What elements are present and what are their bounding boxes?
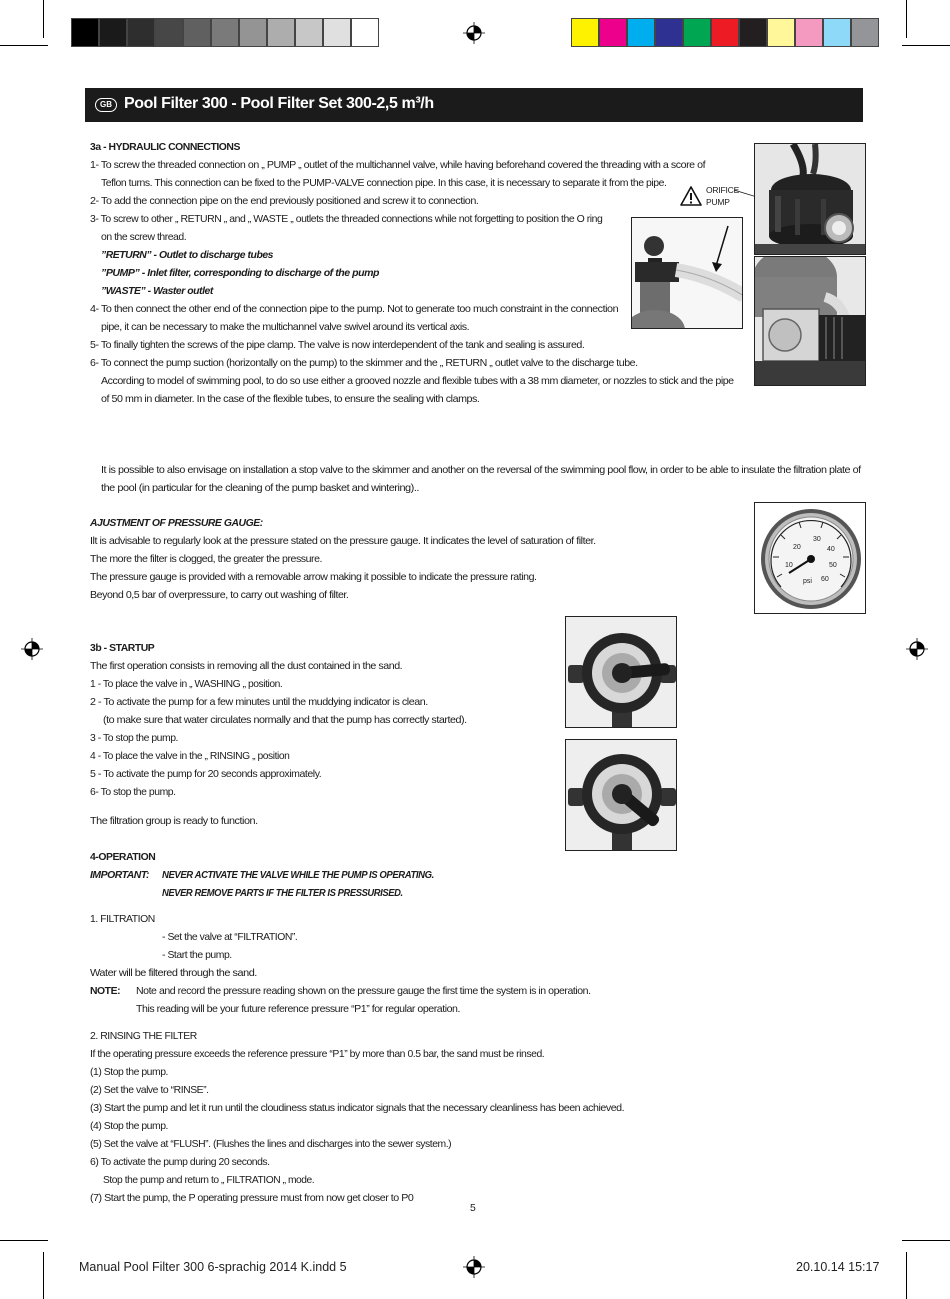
color-swatch — [99, 18, 127, 47]
color-swatch — [599, 18, 627, 47]
gauge-tick-label: 40 — [827, 546, 835, 553]
rinse-step: Stop the pump and return to „ FILTRATION „ mode. — [103, 1175, 315, 1186]
filtration-step: - Start the pump. — [162, 950, 232, 961]
filtration-title: 1. FILTRATION — [90, 914, 155, 925]
paragraph-line: Ilt is advisable to regularly look at the pressure stated on the pressure gauge. It indicates the level of saturation of filter. — [90, 536, 596, 547]
gauge-tick-label: 10 — [785, 562, 793, 569]
paragraph-line: the pool (in particular for the cleaning of the pump basket and wintering).. — [101, 483, 419, 494]
page-header — [85, 88, 863, 122]
page-number: 5 — [470, 1203, 476, 1214]
paragraph-line: 3 - To stop the pump. — [90, 733, 178, 744]
color-swatch — [71, 18, 99, 47]
color-swatch — [823, 18, 851, 47]
color-swatch — [295, 18, 323, 47]
rinse-step: (2) Set the valve to “RINSE”. — [90, 1085, 209, 1096]
important-warning: NEVER REMOVE PARTS IF THE FILTER IS PRESSURISED. — [162, 888, 403, 899]
paragraph-line: According to model of swimming pool, to do so use either a grooved nozzle and flexible tubes with a 38 mm diameter, or nozzles to stick and the pipe — [101, 376, 734, 387]
crop-mark — [902, 1240, 950, 1241]
section-3b-title: 3b - STARTUP — [90, 643, 155, 654]
rinsing-title: 2. RINSING THE FILTER — [90, 1031, 197, 1042]
color-swatch — [767, 18, 795, 47]
paragraph-line: Beyond 0,5 bar of overpressure, to carry out washing of filter. — [90, 590, 349, 601]
section-3a-title: 3a - HYDRAULIC CONNECTIONS — [90, 142, 240, 153]
gauge-section-title: AJUSTMENT OF PRESSURE GAUGE: — [90, 518, 263, 529]
warning-icon — [680, 186, 702, 206]
registration-mark-icon — [906, 638, 928, 660]
note-label: NOTE: — [90, 986, 121, 997]
registration-mark-icon — [21, 638, 43, 660]
rinse-step: 6) To activate the pump during 20 seconds. — [90, 1157, 270, 1168]
orifice-label: ORIFICE — [706, 185, 740, 195]
footer-filename: Manual Pool Filter 300 6-sprachig 2014 K.indd 5 — [79, 1260, 347, 1274]
paragraph-line: 6- To connect the pump suction (horizontally on the pump) to the skimmer and the „ RETURN „ outlet valve to the discharge tube. — [90, 358, 638, 369]
gauge-tick-label: 60 — [821, 576, 829, 583]
rinse-step: (4) Stop the pump. — [90, 1121, 168, 1132]
paragraph-line: (to make sure that water circulates normally and that the pump has correctly started). — [103, 715, 467, 726]
valve-washing-photo — [565, 616, 677, 728]
paragraph-line: 4- To then connect the other end of the connection pipe to the pump. Not to generate too much constraint in the connection — [90, 304, 619, 315]
paragraph-line: 1- To screw the threaded connection on „ PUMP „ outlet of the multichannel valve, while having beforehand covered the threading with a score of — [90, 160, 706, 171]
paragraph-line: 4 - To place the valve in the „ RINSING „ position — [90, 751, 290, 762]
gauge-tick-label: 30 — [813, 536, 821, 543]
paragraph-line: 5- To finally tighten the screws of the pipe clamp. The valve is now interdependent of the tank and sealing is assured. — [90, 340, 585, 351]
color-swatch — [655, 18, 683, 47]
page-title: Pool Filter 300 - Pool Filter Set 300-2,5 m³/h — [124, 95, 434, 112]
gauge-tick-label: 20 — [793, 544, 801, 551]
rinse-step: (5) Set the valve at “FLUSH”. (Flushes the lines and discharges into the sewer system.) — [90, 1139, 452, 1150]
pump-label: PUMP — [706, 197, 730, 207]
rinse-step: (1) Stop the pump. — [90, 1067, 168, 1078]
pressure-gauge-photo — [754, 502, 866, 614]
paragraph-line: The pressure gauge is provided with a removable arrow making it possible to indicate the pressure rating. — [90, 572, 537, 583]
paragraph-line: 5 - To activate the pump for 20 seconds approximately. — [90, 769, 322, 780]
gauge-tick-label: 50 — [829, 562, 837, 569]
crop-mark — [43, 1252, 44, 1299]
color-swatch — [795, 18, 823, 47]
multiport-valve-photo — [754, 143, 866, 255]
gauge-unit-label: psi — [803, 578, 812, 585]
paragraph-line: The more the filter is clogged, the greater the pressure. — [90, 554, 323, 565]
color-swatch — [571, 18, 599, 47]
rinse-step: (3) Start the pump and let it run until the cloudiness status indicator signals that the necessary cleanliness has been achieved. — [90, 1103, 625, 1114]
crop-mark — [906, 0, 907, 38]
color-swatch — [155, 18, 183, 47]
pump-photo — [754, 256, 866, 386]
paragraph-line: of 50 mm in diameter. In the case of the flexible tubes, to ensure the sealing with clamps. — [101, 394, 480, 405]
note-line: This reading will be your future reference pressure “P1” for regular operation. — [136, 1004, 460, 1015]
paragraph-line: 2- To add the connection pipe on the end previously positioned and screw it to connection. — [90, 196, 479, 207]
valve-rinsing-photo — [565, 739, 677, 851]
footer-timestamp: 20.10.14 15:17 — [796, 1260, 880, 1274]
paragraph-line: 1 - To place the valve in „ WASHING „ position. — [90, 679, 283, 690]
paragraph-line: 3- To screw to other „ RETURN „ and „ WASTE „ outlets the threaded connections while not forgetting to position the O ring — [90, 214, 603, 225]
filtration-step: - Set the valve at “FILTRATION”. — [162, 932, 298, 943]
color-swatch — [351, 18, 379, 47]
important-label: IMPORTANT: — [90, 870, 149, 881]
color-swatch — [627, 18, 655, 47]
paragraph-line: If the operating pressure exceeds the reference pressure “P1” by more than 0.5 bar, the sand must be rinsed. — [90, 1049, 545, 1060]
language-badge: GB — [95, 98, 117, 112]
color-swatch — [323, 18, 351, 47]
outlet-definition: ”WASTE” - Waster outlet — [101, 286, 213, 297]
paragraph-line: The first operation consists in removing all the dust contained in the sand. — [90, 661, 403, 672]
paragraph-line: on the screw thread. — [101, 232, 187, 243]
note-line: Note and record the pressure reading shown on the pressure gauge the first time the system is in operation. — [136, 986, 591, 997]
paragraph-line: The filtration group is ready to function. — [90, 816, 258, 827]
paragraph-line: It is possible to also envisage on installation a stop valve to the skimmer and another on the reversal of the swimming pool flow, in order to be able to insulate the filtration plate of — [101, 465, 861, 476]
crop-mark — [902, 45, 950, 46]
color-swatch — [183, 18, 211, 47]
registration-mark-icon — [463, 22, 485, 44]
color-swatch — [211, 18, 239, 47]
crop-mark — [0, 45, 48, 46]
color-swatch — [711, 18, 739, 47]
paragraph-line: 6- To stop the pump. — [90, 787, 176, 798]
paragraph-line: Teflon turns. This connection can be fixed to the PUMP-VALVE connection pipe. In this case, it is necessary to separate it from the pipe. — [101, 178, 667, 189]
crop-mark — [0, 1240, 48, 1241]
crop-mark — [906, 1252, 907, 1299]
color-swatch — [739, 18, 767, 47]
crop-mark — [43, 0, 44, 38]
paragraph-line: pipe, it can be necessary to make the multichannel valve swivel around its vertical axis. — [101, 322, 470, 333]
outlet-definition: ”PUMP” - Inlet filter, corresponding to discharge of the pump — [101, 268, 380, 279]
paragraph-line: 2 - To activate the pump for a few minutes until the muddying indicator is clean. — [90, 697, 428, 708]
registration-mark-icon — [463, 1256, 485, 1278]
color-swatch — [127, 18, 155, 47]
color-swatch — [267, 18, 295, 47]
color-swatch — [239, 18, 267, 47]
rinse-step: (7) Start the pump, the P operating pressure must from now get closer to P0 — [90, 1193, 414, 1204]
color-swatch — [851, 18, 879, 47]
important-warning: NEVER ACTIVATE THE VALVE WHILE THE PUMP IS OPERATING. — [162, 870, 434, 881]
outlet-definition: ”RETURN” - Outlet to discharge tubes — [101, 250, 273, 261]
color-swatch — [683, 18, 711, 47]
valve-hose-photo — [631, 217, 743, 329]
section-4-title: 4-OPERATION — [90, 852, 156, 863]
paragraph-line: Water will be filtered through the sand. — [90, 968, 257, 979]
